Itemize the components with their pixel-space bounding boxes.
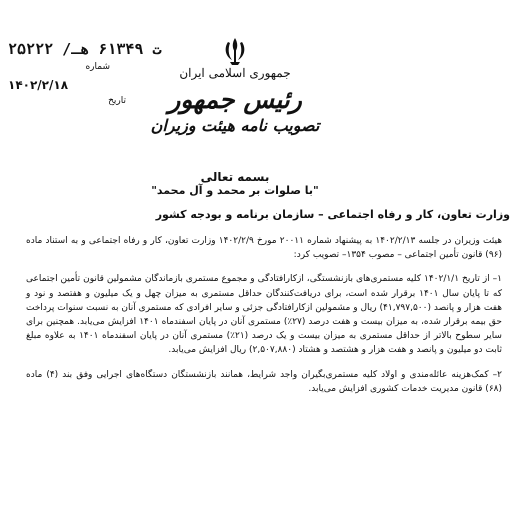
- iran-emblem-icon: [222, 36, 248, 66]
- item-2-paragraph: ۲– کمک‌هزینه عائله‌مندی و اولاد کلیه مستمری‌بگیران واجد شرایط، همانند بازنشستگان دستگاه‌های اجرایی وفق بند (۴) ماده (۶۸) قانون مدیریت خدمات کشوری افزایش می‌یابد.: [26, 369, 502, 394]
- president-title: رئیس جمهور: [168, 85, 302, 114]
- salawat-line: "با صلوات بر محمد و آل محمد": [151, 184, 319, 197]
- reference-date-label: تاریخ: [108, 96, 126, 106]
- reference-date: ۱۴۰۲/۲/۱۸: [8, 78, 69, 92]
- intro-paragraph: هیئت وزیران در جلسه ۱۴۰۲/۲/۱۳ به پیشنهاد شماره ۲۰۰۱۱ مورخ ۱۴۰۲/۲/۹ وزارت تعاون، کار و رفاه اجتماعی و به استناد ماده (۹۶) قانون تأمین اجتماعی – مصوب ۱۳۵۴– تصویب کرد:: [26, 236, 503, 261]
- cabinet-decree-title: تصویب نامه هیئت وزیران: [150, 116, 320, 135]
- bismillah-line: بسمه تعالی: [200, 170, 270, 184]
- recipients-line: وزارت تعاون، کار و رفاه اجتماعی – سازمان برنامه و بودجه کشور: [155, 208, 510, 221]
- republic-title: جمهوری اسلامی ایران: [179, 66, 291, 80]
- reference-number-label: شماره: [85, 62, 110, 72]
- paragraph-gap: [26, 262, 502, 272]
- paragraph-gap: [26, 358, 502, 368]
- decree-body: [26, 234, 502, 396]
- reference-number: ۲۵۲۲۲ /ت ۶۱۳۴۹ هـ: [8, 40, 162, 58]
- item-1-paragraph: ۱– از تاریخ ۱۴۰۲/۱/۱ کلیه مستمری‌های بازنشستگی، ازکارافتادگی و مجموع مستمری بازماندگان مشمولین قانون تأمین اجتماعی که تا پایان سال ۱۴۰۱ برقرار شده است، برای دریافت‌کنندگان حداقل مستمری به میزان چهل و یک میلیون و هفتصد و نود و هفت هزار و پانصد (۴۱,۷۹۷,۵۰۰) ریال و مشمولین ازکارافتادگی جزئی و سایر افرادی که مستمری آنان به نسبت سنوات پرداخت حق بیمه برقرار شده، به میزان بیست و هفت درصد (۲۷٪) مستمری آنان در پایان اسفندماه ۱۴۰۱ افزایش می‌یابد. همچنین برای سایر سطوح بالاتر از حداقل مستمری به میزان بیست و یک درصد (۲۱٪) مستمری آنان در پایان اسفندماه ۱۴۰۱ به علاوه مبلغ ثابت دو میلیون و پانصد و هفت هزار و هشتصد و هشتاد (۲,۵۰۷,۸۸۰) ریال افزایش می‌یابد.: [26, 274, 502, 356]
